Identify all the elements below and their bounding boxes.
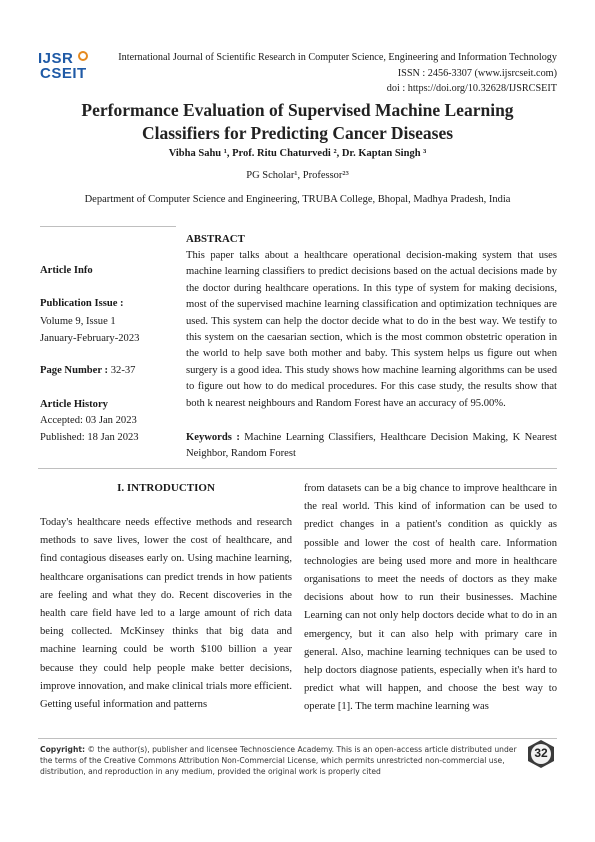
publication-issue-label: Publication Issue : xyxy=(40,298,124,309)
section-heading-introduction: I. INTRODUCTION xyxy=(117,482,215,494)
issue-months: January-February-2023 xyxy=(40,333,140,344)
paper-title-line-1: Performance Evaluation of Supervised Machine Learning xyxy=(81,100,514,120)
divider-left xyxy=(40,226,176,227)
author-roles: PG Scholar¹, Professor²³ xyxy=(246,170,349,181)
divider-main xyxy=(38,468,557,469)
gear-icon xyxy=(78,51,88,61)
footer-divider xyxy=(38,738,557,739)
logo-text-top: IJSR xyxy=(38,50,74,67)
paper-title-line-2: Classifiers for Predicting Cancer Diseases xyxy=(141,123,454,143)
page-number-badge xyxy=(528,740,554,768)
intro-column-left: Today's healthcare needs effective methods and research methods to save lives, lower the cost of healthcare, and find contagious diseases early on. Using machine learning, healthcare organisations can predict trends in how patients are feeling and what they do. Recent discoveries in the health care field have led to a large amount of rich data being collected. McKinsey thinks that big data and machine learning could be worth $100 billion a year because they could help people make better decisions, improve innovation, and make clinical trials more efficient. Getting useful information and patterns xyxy=(40,517,292,711)
article-history-heading: Article History xyxy=(40,399,108,410)
author-affiliation: Department of Computer Science and Engineering, TRUBA College, Bhopal, Madhya Pradesh, India xyxy=(84,194,511,205)
volume-issue: Volume 9, Issue 1 xyxy=(40,316,116,327)
published-date: Published: 18 Jan 2023 xyxy=(40,432,139,443)
keywords-list: Machine Learning Classifiers, Healthcare Decision Making, K Nearest Neighbor, Random Forest xyxy=(186,432,557,460)
copyright-notice xyxy=(40,744,522,777)
copyright-label: Copyright: xyxy=(40,745,86,754)
abstract-heading: ABSTRACT xyxy=(186,233,245,245)
page-number-value: 32-37 xyxy=(108,365,136,376)
article-info-heading: Article Info xyxy=(40,265,93,276)
paper-authors: Vibha Sahu ¹, Prof. Ritu Chaturvedi ², Dr. Kaptan Singh ³ xyxy=(168,148,427,159)
page-number: 32 xyxy=(534,746,548,760)
accepted-date: Accepted: 03 Jan 2023 xyxy=(40,415,137,426)
journal-name: International Journal of Scientific Research in Computer Science, Engineering and Information Technology xyxy=(118,52,557,63)
journal-logo xyxy=(38,50,102,82)
keywords xyxy=(186,430,557,463)
copyright-text: © the author(s), publisher and licensee Technoscience Academy. This is an open-access article distributed under the terms of the Creative Commons Attribution Non-Commercial License, which permits unrestricted non-commercial use, distribution, and reproduction in any medium, provided the original work is properly cited xyxy=(40,745,517,776)
keywords-label: Keywords : xyxy=(186,432,240,443)
journal-issn: ISSN : 2456-3307 (www.ijsrcseit.com) xyxy=(397,68,557,79)
abstract-text: This paper talks about a healthcare operational decision-making system that uses machine learning classifiers to predict decisions based on the actual decisions made by the doctor during healthcare operations. In this type of system for making decisions, most of the supervised machine learning classification and optimization techniques are used. This system can help the doctor decide what to do in the best way. We testify to this system on the caesarian section, which is the most common obstetric operation in the world to help save both mother and baby. This system helps us figure out when surgery is a good idea. This study shows how machine learning algorithms can be used to figure out how to do medical procedures. For this case study, the results show that both k nearest neighbours and Random Forest have an accuracy of 95.00%. xyxy=(186,250,557,409)
page-number-info xyxy=(40,365,135,376)
page-number-label: Page Number : xyxy=(40,365,109,376)
intro-column-right: from datasets can be a big chance to improve healthcare in the real world. This kind of information can be used to predict changes in a patient's condition as quickly as possible and lower the cost of health care. Information technologies are being used more and more in healthcare organisations to meet the needs of doctors as they make decisions about how to run their businesses. Machine Learning can not only help doctors decide what to do in an emergency, but it can also help with primary care in general. Also, machine learning techniques can be used to help doctors diagnose patients, especially when it's hard to predict what will happen, and choose the best way to operate [1]. The term machine learning was xyxy=(304,483,557,713)
logo-text-bottom: CSEIT xyxy=(40,65,87,82)
journal-doi: doi : https://doi.org/10.32628/IJSRCSEIT xyxy=(386,83,557,94)
